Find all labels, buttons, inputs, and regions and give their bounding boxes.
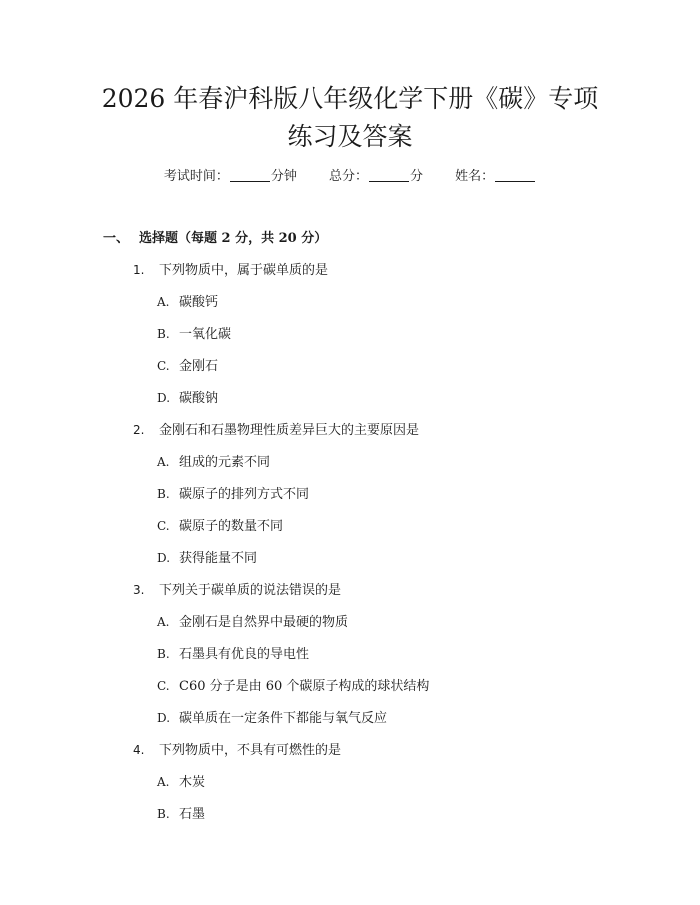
option-text: 碳单质在一定条件下都能与氧气反应	[179, 711, 388, 726]
option-text: C60 分子是由 60 个碳原子构成的球状结构	[179, 679, 430, 694]
question-number: 3.	[133, 583, 145, 597]
page-title-line-2: 练习及答案	[287, 122, 413, 151]
section-title: 选择题（每题 2 分，共 20 分）	[139, 231, 328, 246]
option-letter: C.	[157, 679, 170, 693]
page-title-line-1: 2026 年春沪科版八年级化学下册《碳》专项	[101, 84, 599, 113]
student-name-blank	[495, 167, 535, 182]
option-letter: A.	[157, 455, 170, 469]
option-letter: D.	[157, 391, 171, 405]
question-3	[133, 580, 341, 601]
option-letter: B.	[157, 647, 170, 661]
question-text: 下列物质中，属于碳单质的是	[159, 263, 329, 278]
option-letter: D.	[157, 551, 171, 565]
total-score-label: 总分：	[328, 169, 368, 184]
option-1-d	[157, 388, 218, 409]
exam-time-unit: 分钟	[270, 169, 297, 184]
total-score-blank	[369, 167, 409, 182]
question-number: 2.	[133, 423, 145, 437]
option-letter: B.	[157, 487, 170, 501]
option-text: 获得能量不同	[179, 551, 258, 566]
option-4-a	[157, 772, 205, 793]
option-2-b	[157, 484, 309, 505]
exam-time-blank	[230, 167, 270, 182]
total-score-unit: 分	[410, 169, 424, 184]
question-number: 4.	[133, 743, 145, 757]
option-text: 金刚石	[179, 359, 219, 374]
student-name-field	[455, 169, 536, 184]
question-4	[133, 740, 341, 761]
option-1-a	[157, 292, 218, 313]
option-letter: A.	[157, 775, 170, 789]
option-text: 碳原子的数量不同	[179, 519, 284, 534]
option-1-c	[157, 356, 218, 377]
option-text: 石墨	[179, 807, 206, 822]
option-letter: C.	[157, 519, 170, 533]
option-2-d	[157, 548, 257, 569]
option-letter: B.	[157, 807, 170, 821]
option-text: 金刚石是自然界中最硬的物质	[179, 615, 349, 630]
question-number: 1.	[133, 263, 145, 277]
exam-time-field	[164, 169, 297, 184]
question-2	[133, 420, 419, 441]
question-text: 金刚石和石墨物理性质差异巨大的主要原因是	[159, 423, 420, 438]
option-1-b	[157, 324, 231, 345]
total-score-field	[329, 169, 423, 184]
section-heading	[103, 229, 327, 249]
option-3-d	[157, 708, 387, 729]
option-text: 碳原子的排列方式不同	[179, 487, 310, 502]
option-2-a	[157, 452, 270, 473]
option-3-a	[157, 612, 348, 633]
option-3-b	[157, 644, 309, 665]
option-text: 一氧化碳	[179, 327, 232, 342]
option-text: 碳酸钠	[179, 391, 219, 406]
option-text: 碳酸钙	[179, 295, 219, 310]
question-text: 下列关于碳单质的说法错误的是	[159, 583, 342, 598]
option-text: 组成的元素不同	[179, 455, 271, 470]
option-letter: B.	[157, 327, 170, 341]
option-3-c	[157, 676, 429, 697]
option-letter: A.	[157, 295, 170, 309]
question-1	[133, 260, 328, 281]
student-name-label: 姓名：	[455, 169, 495, 184]
option-4-b	[157, 804, 205, 825]
question-text: 下列物质中，不具有可燃性的是	[159, 743, 342, 758]
option-letter: C.	[157, 359, 170, 373]
option-text: 石墨具有优良的导电性	[179, 647, 310, 662]
option-letter: D.	[157, 711, 171, 725]
exam-meta-row	[0, 166, 700, 188]
option-letter: A.	[157, 615, 170, 629]
option-text: 木炭	[179, 775, 206, 790]
section-number: 一、	[103, 231, 130, 246]
exam-time-label: 考试时间：	[163, 169, 229, 184]
option-2-c	[157, 516, 283, 537]
